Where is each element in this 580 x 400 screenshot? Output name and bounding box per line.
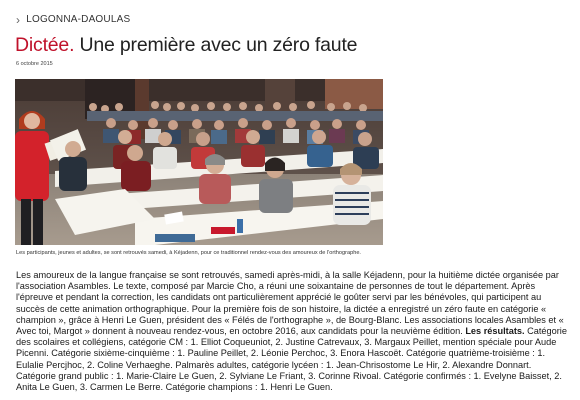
results-label: Les résultats. [465, 326, 525, 337]
headline-text: Une première avec un zéro faute [74, 34, 358, 56]
chevron-right-icon: › [16, 12, 21, 27]
breadcrumb[interactable] [16, 14, 130, 25]
dictee-hall-illustration [15, 79, 383, 245]
headline-accent: Dictée. [15, 34, 75, 56]
article-body [16, 270, 572, 393]
body-intro: Les amoureux de la langue française se sont retrouvés, samedi après-midi, à la salle Kéjadenn, pour la huitième dictée organisée par l'association Asambles. Le texte, composé par Marcie Cho, a réuni une soixantaine de personnes de tout le département. Après l'épreuve et pendant la correction, les candidats ont particulièrement apprécié le goûter servi par les bénévoles, qui participent au succès de cette animation orthographique. Pour la première fois de son histoire, la dictée a enregistré un zéro faute en catégorie « champion », grâce à Henri Le Guen, président des « Félés de l'orthographe », de Bourg-Blanc. Les associations locales Asambles et « Avec toi, Margot » donnent à nouveau rendez-vous, en octobre 2016, aux candidats pour la neuvième édition. [16, 270, 564, 337]
article-headline [15, 33, 555, 57]
body-results: Catégorie des scolaires et collégiens, catégorie CM : 1. Elliot Coqueuniot, 2. Justine Catrevaux, 3. Margaux Peillet, mention spéciale pour Aude Picenni. Catégorie sixième-cinquième : 1. Pauline Peillet, 2. Léonie Perchoc, 3. Enora Hascoët. Catégorie quatrième-troisième : 1. Eulalie Percjhoc, 2. Coline Verhaeghe. Palmarès adultes, catégorie lycéen : 1. Jean-Chrisostome Le Hir, 2. Alexandre Donnart. Catégorie grand public : 1. Marie-Claire Le Guen, 2. Sylviane Le Friant, 3. Corinne Rivoal. Catégorie confirmés : 1. Evelyne Baisset, 2. Anita Le Guen, 3. Carmen Le Berre. Catégorie champions : 1. Henri Le Guen. [16, 326, 567, 393]
article-photo [15, 79, 383, 245]
section-label[interactable]: LOGONNA-DAOULAS [26, 14, 131, 25]
article-date: 6 octobre 2015 [16, 61, 53, 67]
photo-caption: Les participants, jeunes et adultes, se sont retrouvés samedi, à Kéjadenn, pour ce traditionnel rendez-vous des amoureux de l'orthographe. [16, 250, 361, 256]
